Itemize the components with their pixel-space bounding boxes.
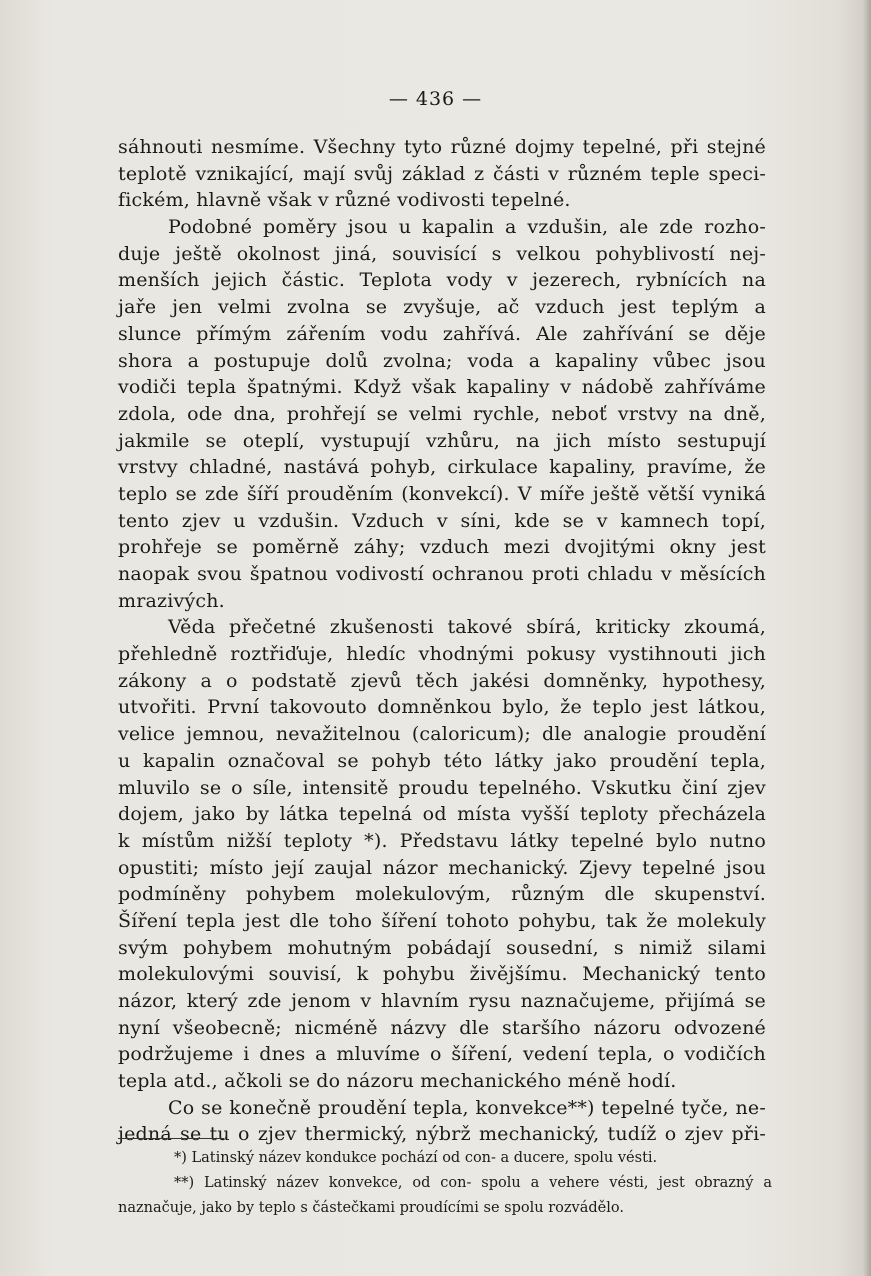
footnote-line: *) Latinský název kondukce pochází od con- a ducere, spolu vésti. <box>174 1150 658 1166</box>
footnotes <box>118 1146 772 1221</box>
text-line: utvořiti. První takovouto domněnkou bylo, že teplo jest látkou, <box>118 696 766 719</box>
text-line: přehledně roztřiďuje, hledíc vhodnými pokusy vystihnouti jich <box>118 643 766 666</box>
footnote-line: naznačuje, jako by teplo s částečkami proudícími se spolu rozváděl​o. <box>118 1200 624 1216</box>
text-line: opustiti; místo její zaujal názor mechanický. Zjevy tepelné jsou <box>118 856 766 879</box>
text-line: názor, který zde jenom v hlavním rysu naznačujeme, přijímá se <box>118 990 766 1012</box>
text-line: sáhnouti nesmíme. Všechny tyto různé dojmy tepelné, při stejné <box>118 136 766 158</box>
text-line: u kapalin označoval se pohyb této látky jako proudění tepla, <box>118 749 766 772</box>
text-line: zdola, ode dna, prohřejí se velmi rychle, neboť vrstvy na dně, <box>118 402 766 425</box>
text-line: jedná se tu o zjev thermický, nýbrž mechanický, tudíž o zjev při- <box>118 1123 766 1146</box>
text-line: vodiči tepla špatnými. Když však kapaliny v nádobě zahříváme <box>118 376 766 399</box>
text-line: mluvilo se o síle, intensitě proudu tepelného. Vskutku činí zjev <box>118 776 766 799</box>
footnote-divider <box>118 1138 224 1139</box>
text-line: svým pohybem mohutným pobádají sousední, s nimiž silami <box>118 936 766 959</box>
text-line: molekulovými souvisí, k pohybu živějšímu. Mechanický tento <box>118 963 766 986</box>
text-line: vrstvy chladné, nastává pohyb, cirkulace kapaliny, pravíme, že <box>118 456 766 479</box>
text-line: Šíření tepla jest dle toho šíření tohoto pohybu, tak že molekuly <box>118 909 766 932</box>
text-line: fickém, hlavně však v různé vodivosti tepelné. <box>118 189 571 212</box>
text-line: podržujeme i dnes a mluvíme o šíření, vedení tepla, o vodičích <box>118 1043 766 1066</box>
text-line: jaře jen velmi zvolna se zvyšuje, ač vzduch jest teplým a <box>118 296 766 319</box>
text-line: menších jejich částic. Teplota vody v jezerech, rybnících na <box>118 269 766 292</box>
page-binding-shadow <box>863 0 871 1276</box>
text-line: jakmile se oteplí, vystupují vzhůru, na jich místo sestupují <box>118 429 766 452</box>
text-line: slunce přímým zářením vodu zahřívá. Ale zahřívání se děje <box>118 322 766 345</box>
text-line: duje ještě okolnost jiná, souvisící s velkou pohyblivostí nej- <box>118 242 766 265</box>
text-line: zákony a o podstatě zjevů těch jakési domněnky, hypothesy, <box>118 669 766 692</box>
text-line: teplotě vznikající, mají svůj základ z části v různém teple speci- <box>118 162 766 185</box>
text-line: velice jemnou, nevažitelnou (caloricum); dle analogie proudění <box>118 723 766 746</box>
text-line: k místům nižší teploty *). Představu látky tepelné bylo nutno <box>118 829 766 852</box>
text-line: Podobné poměry jsou u kapalin a vzdušin, ale zde rozho- <box>168 216 766 239</box>
page-number: — 436 — <box>388 88 483 110</box>
text-line: tento zjev u vzdušin. Vzduch v síni, kde se v kamnech topí, <box>118 509 766 532</box>
text-line: shora a postupuje dolů zvolna; voda a kapaliny vůbec jsou <box>118 349 766 372</box>
text-line: Věda přečetné zkušenosti takové sbírá, kriticky zkoumá, <box>168 616 766 639</box>
text-line: mrazivých. <box>118 589 225 612</box>
body-text <box>118 134 766 1148</box>
footnote-line: **) Latinský název konvekce, od con- spolu a vehere vésti, jest obrazný a <box>174 1175 772 1191</box>
text-line: Co se konečně proudění tepla, konvekce**) tepelné tyče, ne- <box>168 1096 766 1119</box>
text-line: prohřeje se poměrně záhy; vzduch mezi dvojitými okny jest <box>118 536 766 559</box>
text-line: nyní všeobecně; nicméně názvy dle staršího názoru odvozené <box>118 1016 766 1039</box>
text-line: podmíněny pohybem molekulovým, různým dle skupenství. <box>118 883 766 906</box>
text-line: dojem, jako by látka tepelná od místa vyšší teploty přecházela <box>118 803 766 826</box>
text-line: naopak svou špatnou vodivostí ochranou proti chladu v měsících <box>118 563 766 585</box>
text-line: teplo se zde šíří prouděním (konvekcí). V míře ještě větší vyniká <box>118 482 766 505</box>
text-line: tepla atd., ačkoli se do názoru mechanického méně hodí. <box>118 1070 677 1093</box>
